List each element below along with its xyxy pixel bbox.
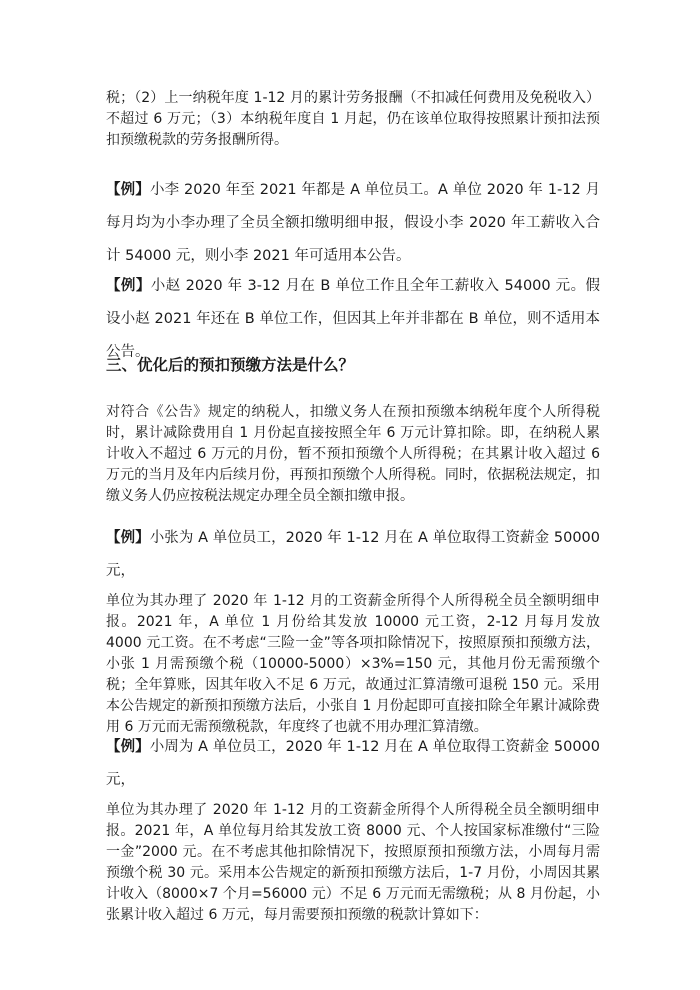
example-3-body: 单位为其办理了 2020 年 1-12 月的工资薪金所得个人所得税全员全额明细申报。2021 年，A 单位 1 月份给其发放 10000 元工资，2-12 月每月发放 4000 元工资。在不考虑“三险一金”等各项扣除情况下，按照原预扣预缴方法，小张 1 月需预缴个税（10000-5000）×3%=150 元，其他月份无需预缴个税；全年算账，因其年收入不足 6 万元，故通过汇算清缴可退税 150 元。采用本公告规定的新预扣预缴方法后，小张自 1 月份起即可直接扣除全年累计减除费用 6 万元而无需预缴税款，年度终了也就不用办理汇算清缴。 xyxy=(106,593,600,735)
section-heading: 三、优化后的预扣预缴方法是什么？ xyxy=(106,356,355,374)
example-label: 【例】 xyxy=(106,278,151,294)
example-label: 【例】 xyxy=(106,530,150,546)
example-label: 【例】 xyxy=(106,182,150,198)
paragraph-conditions xyxy=(106,88,600,151)
example-label: 【例】 xyxy=(106,739,150,755)
paragraph-method xyxy=(106,402,600,507)
example-4-first-line xyxy=(106,731,600,797)
paragraph-conditions-text: 税；（2）上一纳税年度 1-12 月的累计劳务报酬（不扣减任何费用及免税收入）不超过 6 万元；（3）本纳税年度自 1 月起，仍在该单位取得按照累计预扣法预扣预缴税款的劳务报酬所得。 xyxy=(106,90,600,148)
example-paragraph-3 xyxy=(106,522,600,738)
example-2-text: 小赵 2020 年 3-12 月在 B 单位工作且全年工薪收入 54000 元。假设小赵 2021 年还在 B 单位工作，但因其上年并非都在 B 单位，则不适用本公告。 xyxy=(106,278,600,360)
example-3-first-line xyxy=(106,522,600,588)
paragraph-method-text: 对符合《公告》规定的纳税人，扣缴义务人在预扣预缴本纳税年度个人所得税时，累计减除费用自 1 月份起直接按照全年 6 万元计算扣除。即，在纳税人累计收入不超过 6 万元的月份，暂不预扣预缴个人所得税；在其累计收入超过 6 万元的当月及年内后续月份，再预扣预缴个人所得税。同时，依据税法规定，扣缴义务人仍应按税法规定办理全员全额扣缴申报。 xyxy=(106,404,600,504)
example-paragraph-4 xyxy=(106,731,600,926)
example-4-body: 单位为其办理了 2020 年 1-12 月的工资薪金所得个人所得税全员全额明细申报。2021 年，A 单位每月给其发放工资 8000 元、个人按国家标准缴付“三险一金”2000 元。在不考虑其他扣除情况下，按照原预扣预缴方法，小周每月需预缴个税 30 元。采用本公告规定的新预扣预缴方法后，1-7 月份，小周因其累计收入（8000×7 个月=56000 元）不足 6 万元而无需缴税；从 8 月份起，小张累计收入超过 6 万元，每月需要预扣预缴的税款计算如下： xyxy=(106,802,600,923)
example-3-first-text: 小张为 A 单位员工，2020 年 1-12 月在 A 单位取得工资薪金 50000 元， xyxy=(106,530,600,579)
example-paragraph-1 xyxy=(106,174,600,273)
example-4-first-text: 小周为 A 单位员工，2020 年 1-12 月在 A 单位取得工资薪金 50000 元， xyxy=(106,739,600,788)
example-1-text: 小李 2020 年至 2021 年都是 A 单位员工。A 单位 2020 年 1-12 月每月均为小李办理了全员全额扣缴明细申报，假设小李 2020 年工薪收入合计 54000 元，则小李 2021 年可适用本公告。 xyxy=(106,182,600,264)
